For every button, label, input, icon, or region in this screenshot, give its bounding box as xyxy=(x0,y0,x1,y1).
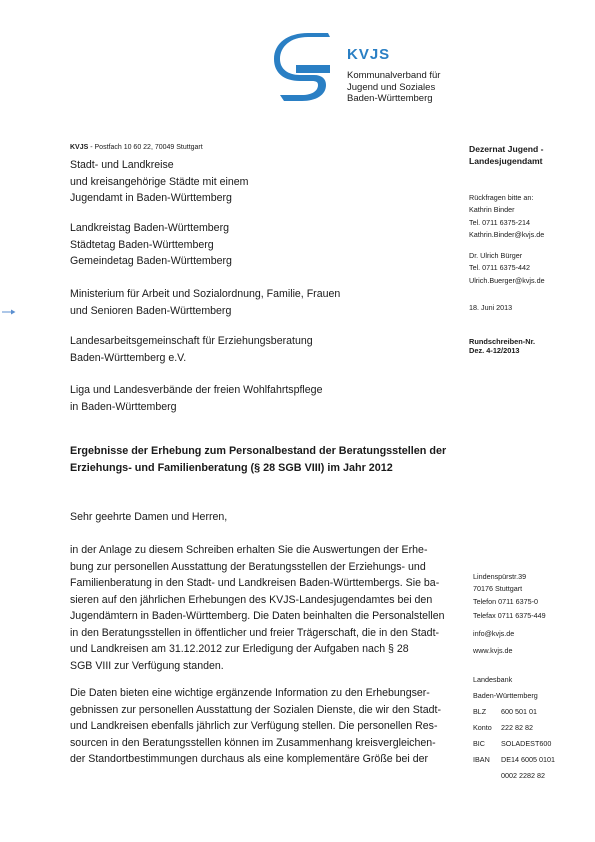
recipient-line: Gemeindetag Baden-Württemberg xyxy=(70,255,232,268)
bank-row xyxy=(473,753,555,767)
paragraph-1 xyxy=(70,542,445,674)
contact-info xyxy=(469,192,544,242)
logo-subtitle xyxy=(347,70,440,105)
body-line: gebnissen zur personellen Ausstattung der Sozialen Dienste, die wir den Stadt- xyxy=(70,703,442,716)
sender-address: - Postfach 10 60 22, 70049 Stuttgart xyxy=(88,144,203,151)
circular-number xyxy=(469,337,535,356)
office-address xyxy=(473,571,546,623)
recipient-line: Stadt- und Landkreise xyxy=(70,159,174,171)
recipient-line: in Baden-Württemberg xyxy=(70,400,177,413)
bank-name: Baden-Württemberg xyxy=(473,691,538,700)
body-line: sourcen in den Beratungsstellen können im Zusammenhang kreisvergleichen- xyxy=(70,736,436,749)
bank-key xyxy=(473,769,501,783)
bank-row xyxy=(473,769,555,783)
recipient-block-5 xyxy=(70,382,322,415)
sender-line xyxy=(70,144,203,151)
recipient-block-2 xyxy=(70,220,232,270)
salutation: Sehr geehrte Damen und Herren, xyxy=(70,511,228,523)
body-line: der Standortbestimmungen durchaus als eine komplementäre Größe bei der xyxy=(70,753,429,765)
bank-value: DE14 6005 0101 xyxy=(501,755,555,764)
office-website: www.kvjs.de xyxy=(473,646,513,655)
body-line: bung zur personellen Ausstattung der Beratungsstellen der Erziehungs- und xyxy=(70,560,426,573)
address-line: Telefon 0711 6375-0 xyxy=(473,596,539,606)
bank-value: 600 501 01 xyxy=(501,707,537,716)
bank-value: 222 82 82 xyxy=(501,723,533,732)
logo-line: Jugend und Soziales xyxy=(347,81,436,93)
letter-date: 18. Juni 2013 xyxy=(469,303,513,312)
subject-line: Erziehungs- und Familienberatung (§ 28 SGB VIII) im Jahr 2012 xyxy=(70,462,393,474)
address-line: Telefax 0711 6375-449 xyxy=(473,611,546,621)
logo-line: Baden-Württemberg xyxy=(347,93,433,104)
body-line: Jugendämtern in Baden-Württemberg. Die Daten beinhalten die Personalstellen xyxy=(70,610,445,622)
recipient-block-4 xyxy=(70,333,313,366)
recipient-block-3 xyxy=(70,286,340,319)
bank-key: BIC xyxy=(473,739,485,748)
contact-phone: Tel. 0711 6375-442 xyxy=(469,263,531,273)
body-line: in der Anlage zu diesem Schreiben erhalten Sie die Auswertungen der Erhe- xyxy=(70,544,428,556)
bank-key: Konto xyxy=(473,723,492,732)
fold-mark-arrow-icon xyxy=(2,309,16,315)
letter-subject xyxy=(70,443,446,477)
bank-row xyxy=(473,705,555,719)
address-line: 70176 Stuttgart xyxy=(473,584,523,594)
contact-phone: Tel. 0711 6375-214 xyxy=(469,217,531,227)
contact-name: Kathrin Binder xyxy=(469,205,515,215)
body-line: Familienberatung in den Stadt- und Landkreisen Baden-Württembergs. Sie ba- xyxy=(70,577,440,589)
bank-info xyxy=(473,673,555,783)
recipient-line: und kreisangehörige Städte mit einem xyxy=(70,175,249,188)
paragraph-2 xyxy=(70,685,441,768)
logo-line: Kommunalverband für xyxy=(347,70,441,81)
bank-key: BLZ xyxy=(473,707,487,716)
circular-line: Dez. 4-12/2013 xyxy=(469,346,520,356)
bank-value: 0002 2282 82 xyxy=(501,771,545,780)
recipient-line: Ministerium für Arbeit und Sozialordnung, Familie, Frauen xyxy=(70,288,341,300)
recipient-line: Jugendamt in Baden-Württemberg xyxy=(70,192,232,205)
department-line: Landesjugendamt xyxy=(469,156,543,167)
address-line: Lindenspürstr.39 xyxy=(473,572,527,581)
subject-line: Ergebnisse der Erhebung zum Personalbestand der Beratungsstellen der xyxy=(70,445,447,457)
recipient-line: Landkreistag Baden-Württemberg xyxy=(70,222,229,234)
body-line: und Landkreisen am 31.12.2012 zur Erledigung der Aufgaben nach § 28 xyxy=(70,643,409,655)
sender-org: KVJS xyxy=(70,144,89,151)
body-line: sieren auf den jährlichen Erhebungen des KVJS-Landesjugendamtes bei den xyxy=(70,593,433,606)
recipient-block-1 xyxy=(70,157,248,207)
contact-info-2 xyxy=(469,250,545,287)
bank-row xyxy=(473,721,555,735)
body-line: SGB VIII zur Verfügung standen. xyxy=(70,659,224,672)
kvjs-logo xyxy=(274,33,474,108)
contact-email: Ulrich.Buerger@kvjs.de xyxy=(469,275,545,285)
logo-title: KVJS xyxy=(347,46,391,63)
office-email: info@kvjs.de xyxy=(473,629,515,638)
bank-value: SOLADEST600 xyxy=(501,739,552,748)
contact-name: Dr. Ulrich Bürger xyxy=(469,251,523,260)
recipient-line: Landesarbeitsgemeinschaft für Erziehungsberatung xyxy=(70,335,313,347)
circular-line: Rundschreiben-Nr. xyxy=(469,337,536,346)
recipient-line: Baden-Württemberg e.V. xyxy=(70,351,187,364)
department-line: Dezernat Jugend - xyxy=(469,144,544,154)
bank-key: IBAN xyxy=(473,755,490,764)
body-line: und Landkreisen ebenfalls jährlich zur Verfügung stellen. Die personellen Res- xyxy=(70,720,438,732)
kvjs-logo-icon xyxy=(274,33,336,105)
bank-name: Landesbank xyxy=(473,675,513,684)
bank-row xyxy=(473,737,555,751)
contact-intro: Rückfragen bitte an: xyxy=(469,193,534,202)
contact-email: Kathrin.Binder@kvjs.de xyxy=(469,230,545,240)
body-line: Die Daten bieten eine wichtige ergänzende Information zu den Erhebungser- xyxy=(70,687,430,699)
department xyxy=(469,143,544,168)
recipient-line: Städtetag Baden-Württemberg xyxy=(70,238,214,251)
body-line: in den Beratungsstellen in öffentlicher und freier Trägerschaft, die in den Stadt- xyxy=(70,626,440,639)
recipient-line: und Senioren Baden-Württemberg xyxy=(70,304,232,317)
recipient-line: Liga und Landesverbände der freien Wohlfahrtspflege xyxy=(70,384,323,396)
